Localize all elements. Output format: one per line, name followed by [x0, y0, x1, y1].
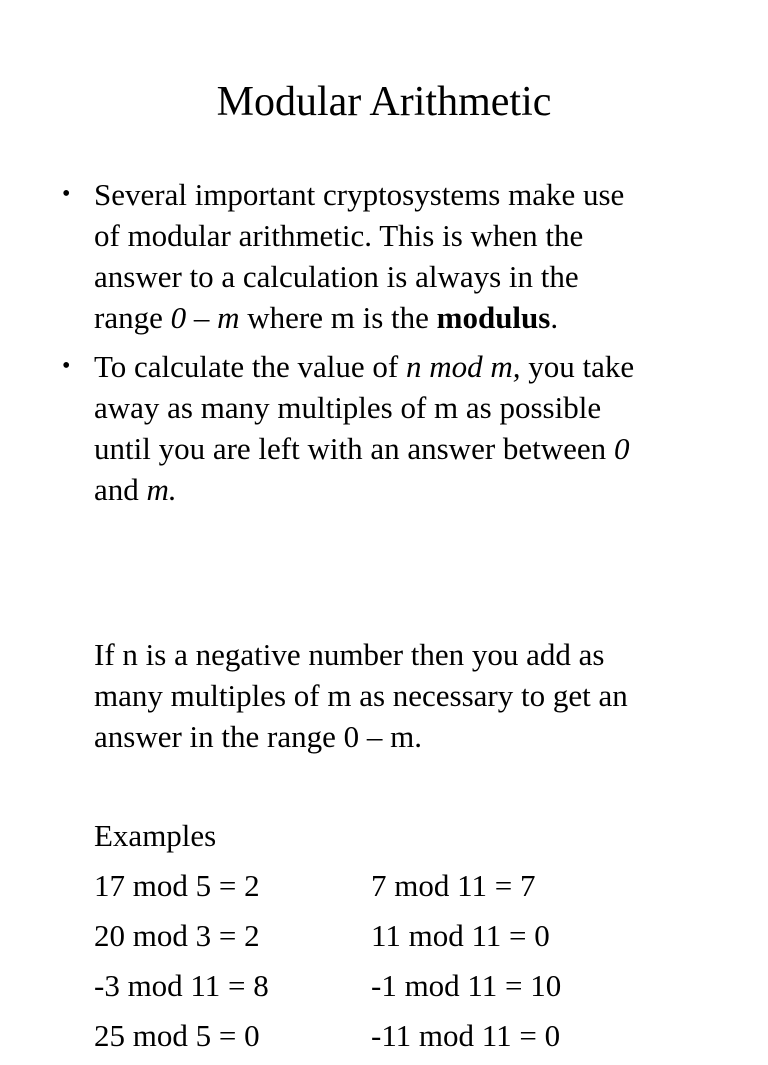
text-run: .	[550, 300, 559, 335]
bullet-icon: •	[62, 181, 71, 207]
text-line: many multiples of m as necessary to get an	[94, 678, 628, 713]
bullet-list	[0, 174, 768, 510]
text-line	[94, 346, 704, 387]
text-run: you take	[520, 349, 635, 384]
bullet-icon: •	[62, 353, 71, 379]
text-run: until you are left with an answer between	[94, 431, 614, 466]
example-left: 20 mod 3 = 2	[94, 918, 260, 953]
text-line: answer in the range 0 – m.	[94, 719, 422, 754]
text-line: Several important cryptosystems make use	[94, 177, 625, 212]
example-row	[94, 965, 694, 1015]
text-line: If n is a negative number then you add as	[94, 637, 605, 672]
example-right: 7 mod 11 = 7	[371, 868, 536, 903]
text-line: answer to a calculation is always in the	[94, 259, 579, 294]
text-run: range	[94, 300, 171, 335]
example-right: -1 mod 11 = 10	[371, 968, 562, 1003]
example-row	[94, 1015, 694, 1065]
example-right: -11 mod 11 = 0	[371, 1018, 561, 1053]
example-left: 17 mod 5 = 2	[94, 868, 260, 903]
text-line	[94, 428, 704, 469]
slide-title: Modular Arithmetic	[216, 79, 552, 125]
text-line: away as many multiples of m as possible	[94, 390, 602, 425]
bullet-item	[0, 174, 704, 338]
example-row	[94, 865, 694, 915]
example-left: 25 mod 5 = 0	[94, 1018, 260, 1053]
negative-number-paragraph	[94, 634, 628, 757]
italic-run: 0 – m	[170, 300, 240, 335]
text-line	[94, 297, 704, 338]
examples-list	[94, 865, 694, 1065]
example-right: 11 mod 11 = 0	[371, 918, 550, 953]
italic-run: m.	[146, 472, 177, 507]
example-left: -3 mod 11 = 8	[94, 968, 269, 1003]
italic-run: 0	[613, 431, 630, 466]
text-run: where m is the	[239, 300, 437, 335]
examples-heading: Examples	[94, 818, 217, 853]
bold-term: modulus	[436, 300, 551, 335]
text-run: and	[94, 472, 147, 507]
italic-run: n mod m,	[405, 349, 521, 384]
text-line: of modular arithmetic. This is when the	[94, 218, 584, 253]
text-run: To calculate the value of	[94, 349, 406, 384]
text-line	[94, 469, 704, 510]
example-row	[94, 915, 694, 965]
bullet-item	[0, 346, 704, 510]
